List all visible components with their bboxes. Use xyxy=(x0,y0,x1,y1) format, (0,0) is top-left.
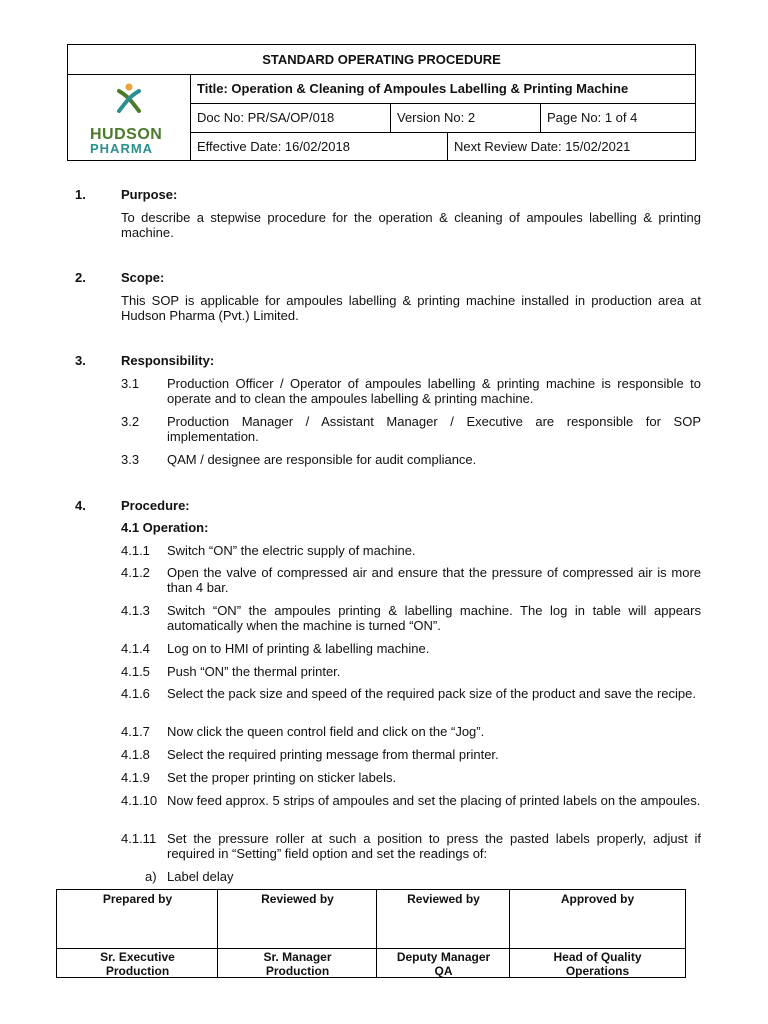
item-text: Set the proper printing on sticker labels. xyxy=(167,770,397,785)
purpose-text: To describe a stepwise procedure for the operation & cleaning of ampoules labelling & printing machine. xyxy=(121,210,701,240)
signoff-title: Head of Quality xyxy=(553,950,642,964)
doc-number: Doc No: PR/SA/OP/018 xyxy=(191,104,391,133)
version-number: Version No: 2 xyxy=(391,104,541,133)
item-text: Now feed approx. 5 strips of ampoules and set the placing of printed labels on the ampoules. xyxy=(167,793,701,808)
sop-header-table xyxy=(67,44,696,161)
item-number: 3.2 xyxy=(121,414,140,429)
company-logo xyxy=(68,75,191,161)
item-number: 4.1.2 xyxy=(121,565,150,580)
item-number: 4.1.9 xyxy=(121,770,150,785)
section-heading-responsibility: Responsibility: xyxy=(121,353,215,368)
item-number: 4.1.6 xyxy=(121,686,150,701)
item-number: 4.1.5 xyxy=(121,664,150,679)
item-text: Production Manager / Assistant Manager / Executive are responsible for SOP implementation. xyxy=(167,414,701,444)
signoff-title: Sr. Executive xyxy=(100,950,175,964)
section-number: 4. xyxy=(75,498,86,513)
section-heading-purpose: Purpose: xyxy=(121,187,178,202)
list-marker: a) xyxy=(145,869,157,884)
logo-text-hudson: HUDSON xyxy=(90,126,163,143)
signoff-table xyxy=(56,889,686,978)
signoff-role-prepared: Prepared by xyxy=(102,892,173,906)
signoff-role-reviewed: Reviewed by xyxy=(407,892,480,906)
next-review-date: Next Review Date: 15/02/2021 xyxy=(454,139,631,154)
signoff-department: Production xyxy=(105,964,170,978)
item-number: 4.1.3 xyxy=(121,603,150,618)
item-text: Now click the queen control field and click on the “Jog”. xyxy=(167,724,485,739)
item-number: 3.3 xyxy=(121,452,140,467)
item-text: Switch “ON” the electric supply of machine. xyxy=(167,543,416,558)
item-text: Production Officer / Operator of ampoules labelling & printing machine is responsible to operate and to clean the ampoules labelling & printing machine. xyxy=(167,376,701,406)
section-number: 2. xyxy=(75,270,86,285)
page-number: Page No: 1 of 4 xyxy=(541,104,695,133)
item-number: 4.1.1 xyxy=(121,543,150,558)
signoff-title: Deputy Manager xyxy=(396,950,491,964)
signoff-divider xyxy=(57,948,685,949)
item-text: Select the pack size and speed of the required pack size of the product and save the recipe. xyxy=(167,686,696,701)
item-number: 4.1.4 xyxy=(121,641,150,656)
signoff-role-approved: Approved by xyxy=(560,892,635,906)
signoff-department: Production xyxy=(265,964,330,978)
item-number: 3.1 xyxy=(121,376,140,391)
item-text: Set the pressure roller at such a position to press the pasted labels properly, adjust if required in “Setting” field option and set the readings of: xyxy=(167,831,701,861)
logo-text-pharma: PHARMA xyxy=(90,141,154,156)
item-number: 4.1.8 xyxy=(121,747,150,762)
subsection-heading-operation: 4.1 Operation: xyxy=(121,520,209,535)
section-number: 1. xyxy=(75,187,86,202)
section-heading-scope: Scope: xyxy=(121,270,165,285)
signoff-department: Operations xyxy=(565,964,630,978)
item-text: QAM / designee are responsible for audit compliance. xyxy=(167,452,477,467)
signoff-department: QA xyxy=(434,964,453,978)
item-number: 4.1.10 xyxy=(121,793,158,808)
doc-type-title: STANDARD OPERATING PROCEDURE xyxy=(68,45,695,75)
item-number: 4.1.7 xyxy=(121,724,150,739)
item-text: Select the required printing message from thermal printer. xyxy=(167,747,499,762)
item-text: Open the valve of compressed air and ensure that the pressure of compressed air is more than 4 bar. xyxy=(167,565,701,595)
signoff-title: Sr. Manager xyxy=(263,950,332,964)
logo-figure-icon xyxy=(109,83,149,113)
item-text: Log on to HMI of printing & labelling machine. xyxy=(167,641,430,656)
item-text: Switch “ON” the ampoules printing & labelling machine. The log in table will appears automatically when the machine is turned “ON”. xyxy=(167,603,701,633)
scope-text: This SOP is applicable for ampoules labelling & printing machine installed in production area at Hudson Pharma (Pvt.) Limited. xyxy=(121,293,701,323)
signoff-role-reviewed: Reviewed by xyxy=(261,892,334,906)
section-heading-procedure: Procedure: xyxy=(121,498,190,513)
section-number: 3. xyxy=(75,353,86,368)
item-number: 4.1.11 xyxy=(121,831,157,846)
list-item-text: Label delay xyxy=(167,869,234,884)
effective-date: Effective Date: 16/02/2018 xyxy=(191,133,448,161)
doc-title: Title: Operation & Cleaning of Ampoules Labelling & Printing Machine xyxy=(191,75,695,104)
item-text: Push “ON” the thermal printer. xyxy=(167,664,341,679)
